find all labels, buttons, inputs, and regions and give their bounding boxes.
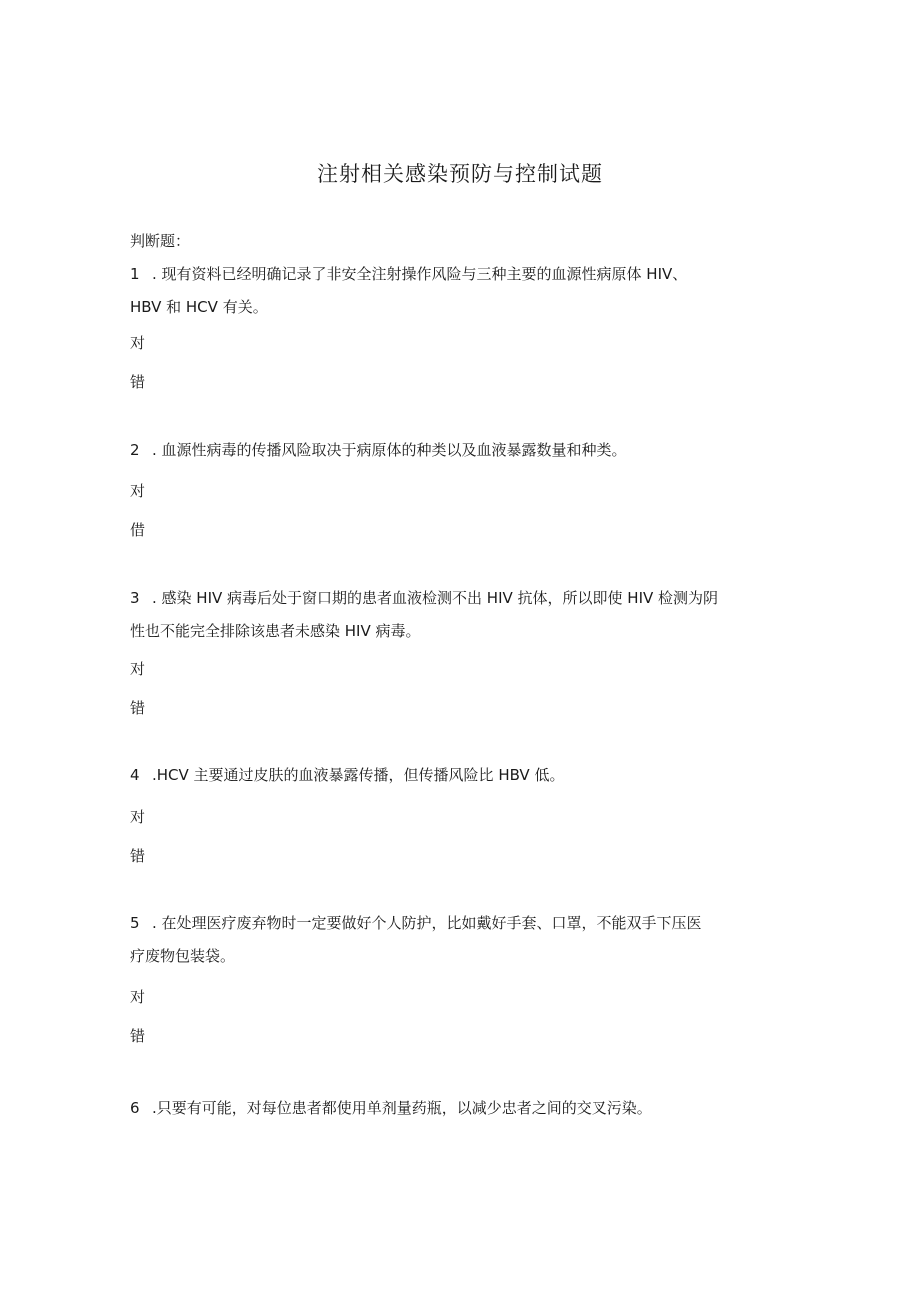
question-1-line-1 — [130, 258, 780, 291]
question-text: .只要有可能，对每位患者都使用单剂量药瓶，以减少忠者之间的交叉污染。 — [152, 1099, 652, 1117]
question-2 — [130, 434, 780, 467]
question-text: . 血源性病毒的传播风险取决于病原体的种类以及血液暴露数量和种类。 — [152, 441, 627, 459]
question-3-line-1 — [130, 582, 780, 615]
question-text: . 现有资料已经明确记录了非安全注射操作风险与三种主要的血源性病原体 HIV、 — [152, 265, 688, 283]
option-true[interactable]: 对 — [130, 660, 146, 678]
option-true[interactable]: 对 — [130, 808, 146, 826]
section-label: 判断题： — [130, 232, 191, 250]
question-number: 5 — [130, 914, 140, 932]
option-true[interactable]: 对 — [130, 482, 146, 500]
question-5-line-2: 疗废物包装袋。 — [130, 947, 236, 965]
question-5-line-1 — [130, 907, 780, 940]
question-number: 1 — [130, 265, 140, 283]
option-false[interactable]: 借 — [130, 521, 146, 539]
question-number: 6 — [130, 1099, 140, 1117]
question-text: . 感染 HIV 病毒后处于窗口期的患者血液检测不出 HIV 抗体，所以即使 HIV 检测为阴 — [152, 589, 719, 607]
question-5 — [130, 907, 780, 973]
option-false[interactable]: 错 — [130, 699, 146, 717]
option-true[interactable]: 对 — [130, 334, 146, 352]
question-1-line-2: HBV 和 HCV 有关。 — [130, 298, 268, 316]
option-false[interactable]: 错 — [130, 1027, 146, 1045]
question-6 — [130, 1092, 780, 1125]
question-3 — [130, 582, 780, 648]
question-text: .HCV 主要通过皮肤的血液暴露传播，但传播风险比 HBV 低。 — [152, 766, 565, 784]
question-text: . 在处理医疗废弃物时一定要做好个人防护，比如戴好手套、口罩，不能双手下压医 — [152, 914, 702, 932]
option-false[interactable]: 错 — [130, 847, 146, 865]
question-1 — [130, 258, 780, 324]
question-2-line-1 — [130, 434, 780, 467]
question-4 — [130, 759, 780, 792]
question-6-line-1 — [130, 1092, 780, 1125]
question-number: 4 — [130, 766, 140, 784]
question-3-line-2: 性也不能完全排除该患者未感染 HIV 病毒。 — [130, 622, 421, 640]
option-true[interactable]: 对 — [130, 988, 146, 1006]
option-false[interactable]: 错 — [130, 373, 146, 391]
question-4-line-1 — [130, 759, 780, 792]
question-number: 3 — [130, 589, 140, 607]
question-number: 2 — [130, 441, 140, 459]
document-title: 注射相关感染预防与控制试题 — [317, 162, 603, 186]
